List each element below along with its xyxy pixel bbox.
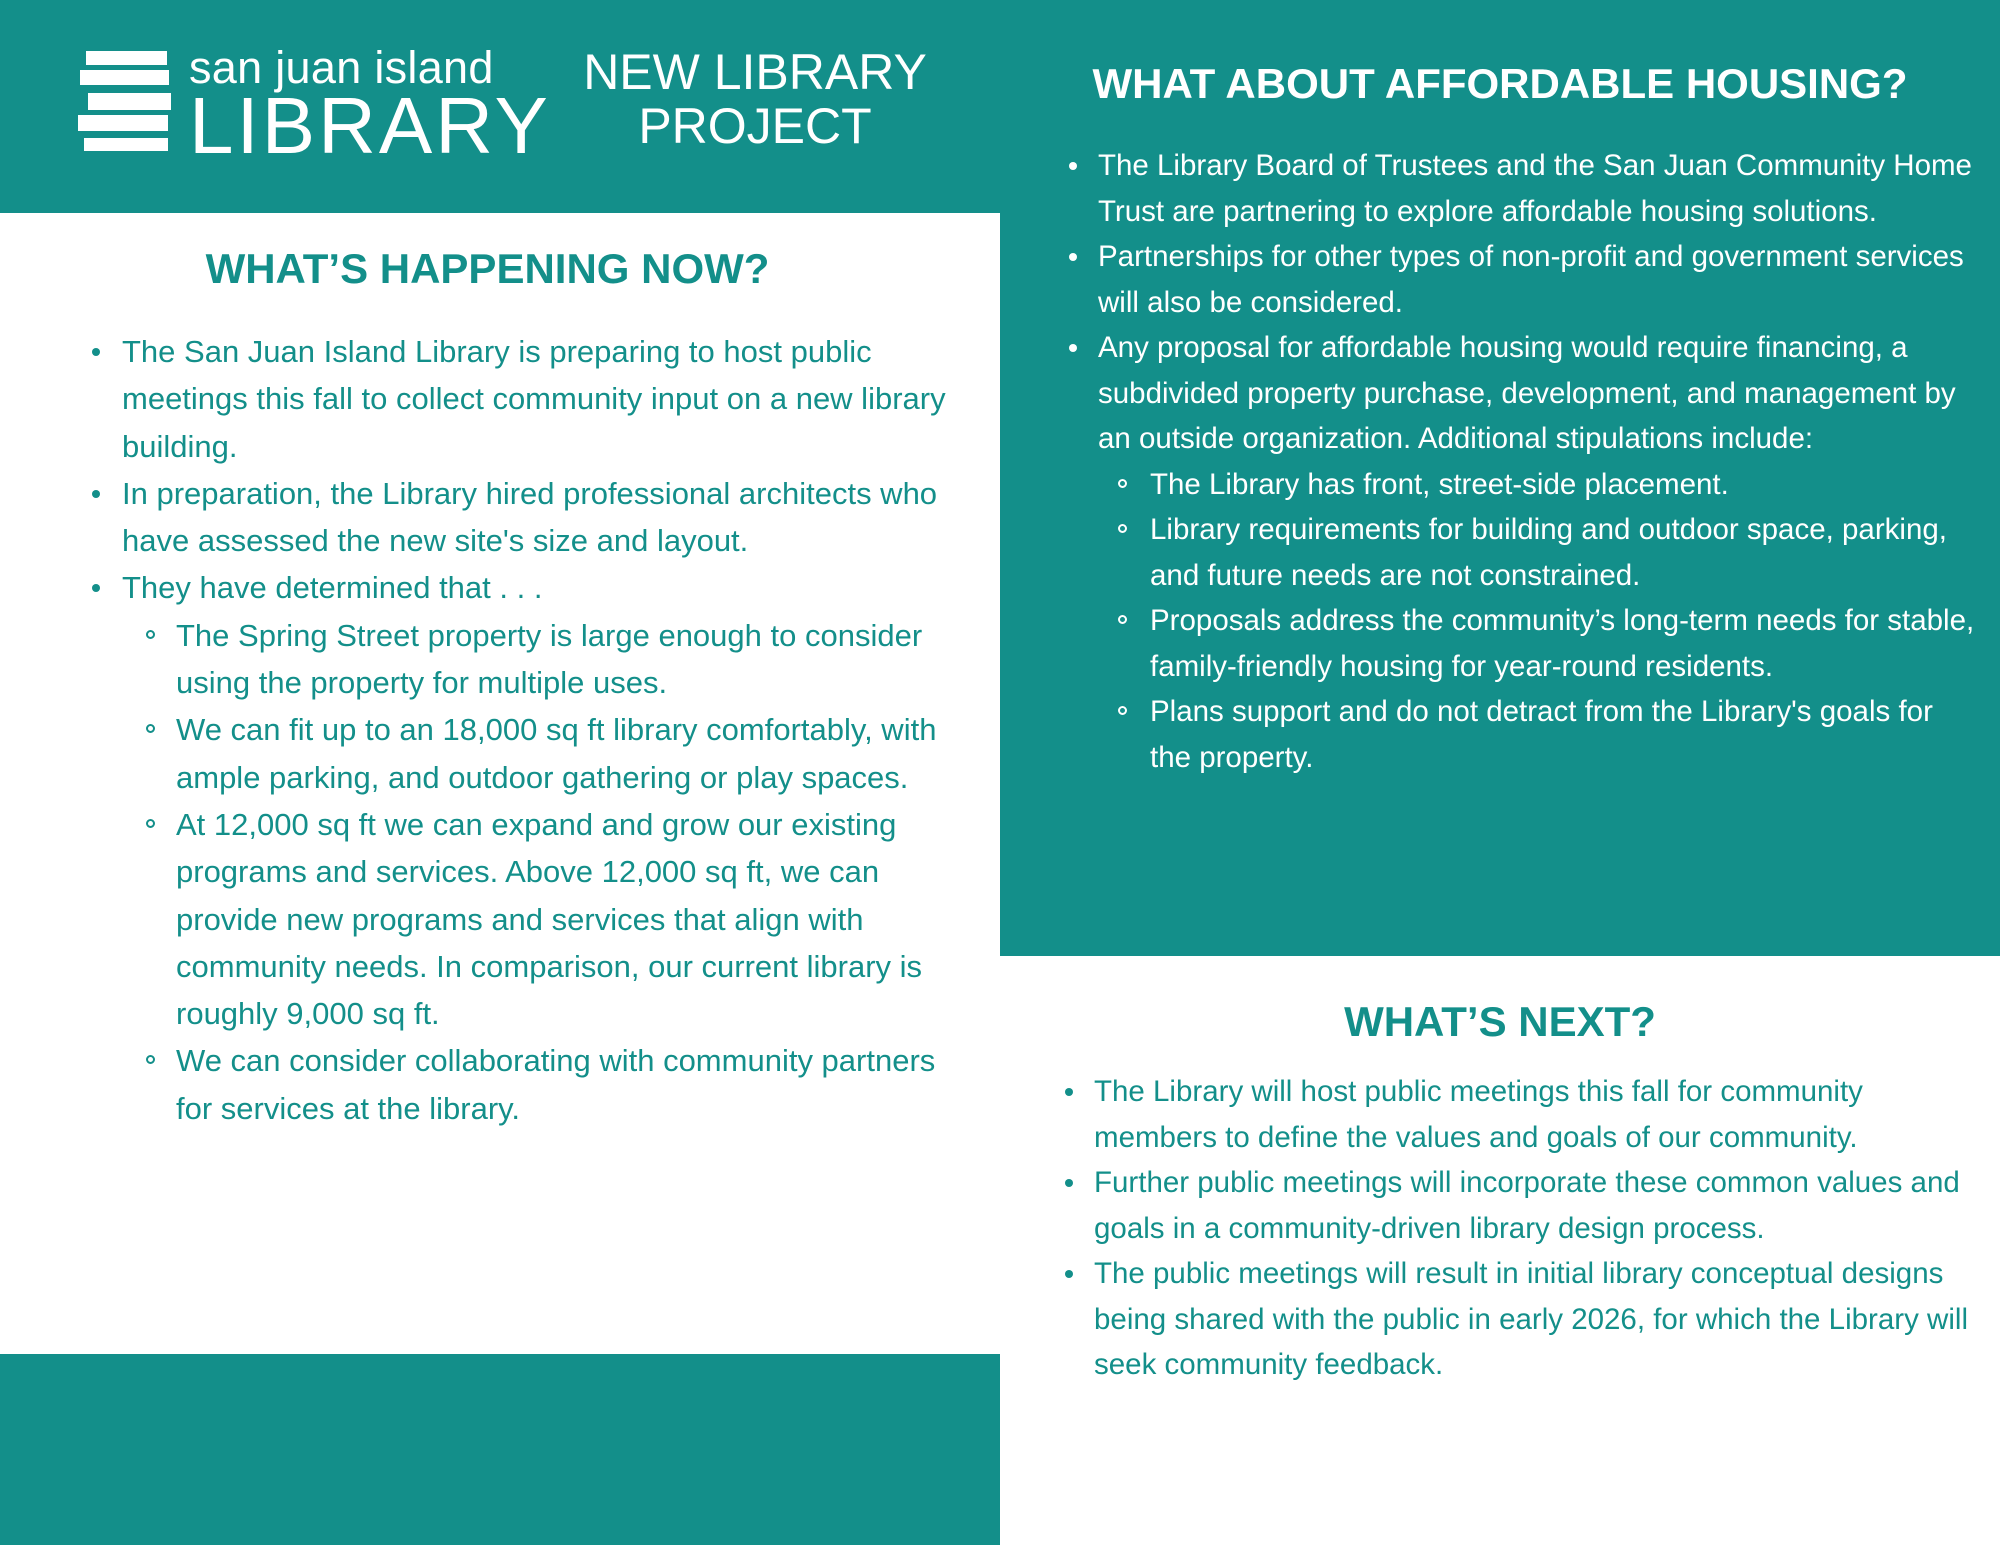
list-item: The Library Board of Trustees and the San Juan Community Home Trust are partnering to explore affordable housing solutions. [1098,143,1978,234]
list-item: The public meetings will result in initial library conceptual designs being shared with the public in early 2026, for which the Library will seek community feedback. [1094,1251,1974,1388]
sub-list-item: We can fit up to an 18,000 sq ft library comfortably, with ample parking, and outdoor gathering or play spaces. [176,706,952,801]
list-item-text: Any proposal for affordable housing would require financing, a subdivided property purchase, development, and management by an outside organization. Additional stipulations include: [1098,331,1956,455]
footer-band [0,1354,1000,1545]
sub-list-item: At 12,000 sq ft we can expand and grow our existing programs and services. Above 12,000 sq ft, we can provide new programs and services that align with community needs. In comparison, our current library is roughly 9,000 sq ft. [176,801,952,1037]
list-item: Partnerships for other types of non-profit and government services will also be considered. [1098,234,1978,325]
happening-heading: WHAT’S HAPPENING NOW? [205,245,770,292]
logo-text-library: LIBRARY [189,81,551,170]
sub-list [1150,462,1978,781]
sub-list-item: The Library has front, street-side placement. [1150,462,1978,508]
next-list [1094,1069,1974,1388]
project-title-line2: PROJECT [638,98,872,154]
sub-list-item: Plans support and do not detract from the Library's goals for the property. [1150,689,1978,780]
sub-list-item: We can consider collaborating with community partners for services at the library. [176,1037,952,1132]
list-item: The Library will host public meetings this fall for community members to define the values and goals of our community. [1094,1069,1974,1160]
housing-list [1098,143,1978,780]
next-heading: WHAT’S NEXT? [1344,998,1656,1045]
sub-list [176,612,952,1132]
project-title-line1: NEW LIBRARY [583,44,927,100]
list-item: In preparation, the Library hired professional architects who have assessed the new site's size and layout. [122,470,952,565]
logo-text-san-juan-island: san juan island [189,42,494,93]
list-item [1098,325,1978,780]
library-logo [76,42,551,170]
housing-heading: WHAT ABOUT AFFORDABLE HOUSING? [1092,60,1908,107]
project-title [560,45,950,153]
sub-list-item: The Spring Street property is large enough to consider using the property for multiple uses. [176,612,952,707]
sub-list-item: Proposals address the community’s long-term needs for stable, family-friendly housing for year-round residents. [1150,598,1978,689]
list-item: Further public meetings will incorporate these common values and goals in a community-driven library design process. [1094,1160,1974,1251]
list-item: The San Juan Island Library is preparing to host public meetings this fall to collect community input on a new library building. [122,328,952,470]
list-item [122,564,952,1132]
list-item-text: They have determined that . . . [122,570,543,606]
happening-list [122,328,952,1132]
sub-list-item: Library requirements for building and outdoor space, parking, and future needs are not constrained. [1150,507,1978,598]
